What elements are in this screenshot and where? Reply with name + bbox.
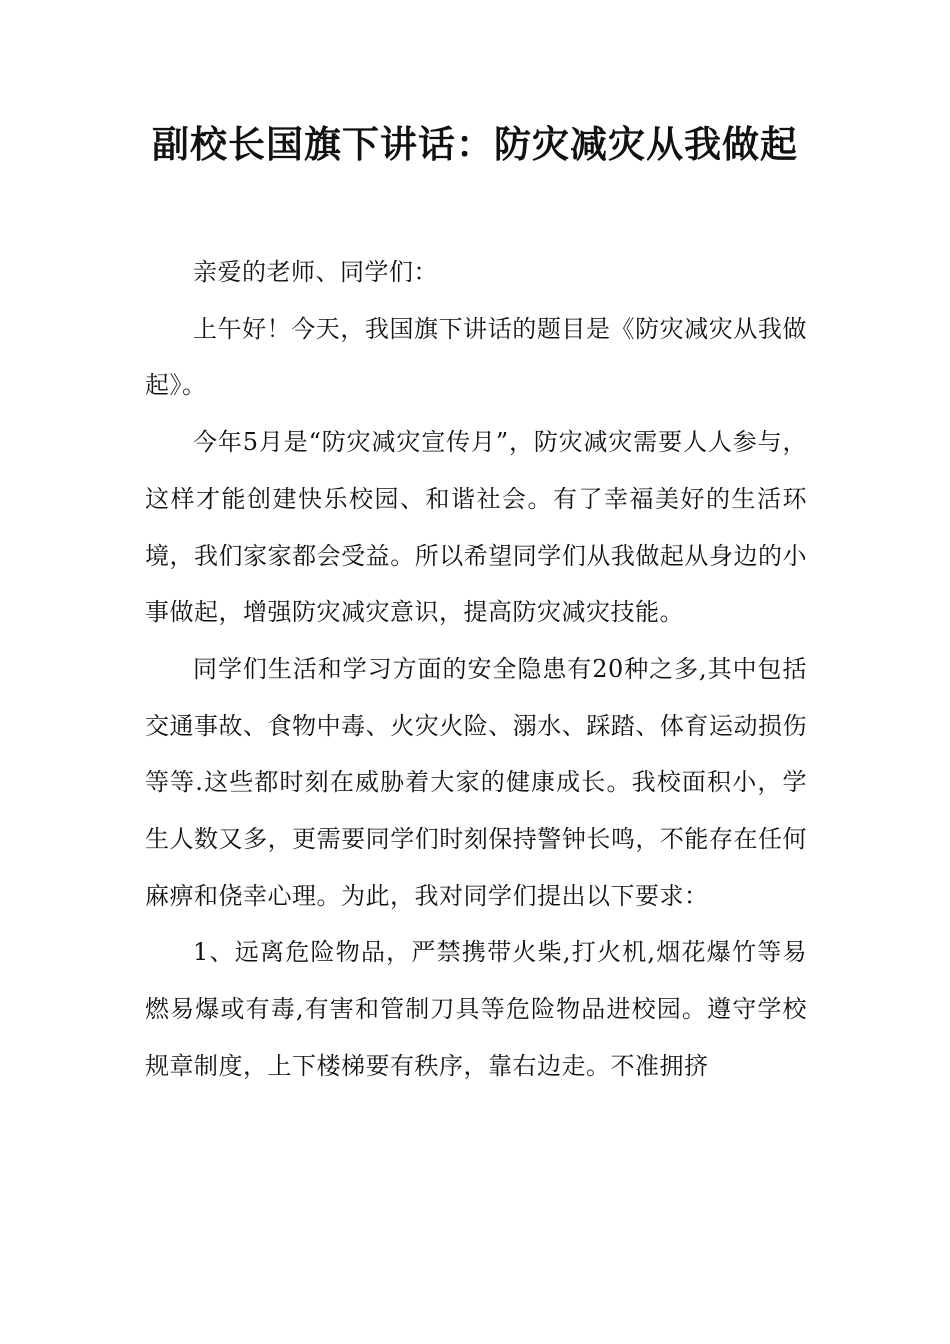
opening-paragraph: 上午好！今天，我国旗下讲话的题目是《防灾减灾从我做起》。 <box>145 314 807 400</box>
document-body <box>145 244 807 1095</box>
body-paragraph: 今年5月是“防灾减灾宣传月”，防灾减灾需要人人参与，这样才能创建快乐校园、和谐社会。有了幸福美好的生活环境，我们家家都会受益。所以希望同学们从我做起从身边的小事做起，增强防灾减灾意识，提高防灾减灾技能。 <box>145 428 807 627</box>
requirement-paragraph: 1、远离危险物品，严禁携带火柴,打火机,烟花爆竹等易燃易爆或有毒,有害和管制刀具等危险物品进校园。遵守学校规章制度，上下楼梯要有秩序，靠右边走。不准拥挤 <box>145 938 807 1080</box>
body-paragraph: 同学们生活和学习方面的安全隐患有20种之多,其中包括交通事故、食物中毒、火灾火险、溺水、踩踏、体育运动损伤等等.这些都时刻在威胁着大家的健康成长。我校面积小，学生人数又多，更需要同学们时刻保持警钟长鸣，不能存在任何麻痹和侥幸心理。为此，我对同学们提出以下要求： <box>145 654 807 910</box>
document-title: 副校长国旗下讲话：防灾减灾从我做起 <box>152 123 798 166</box>
greeting-paragraph: 亲爱的老师、同学们： <box>193 258 438 286</box>
